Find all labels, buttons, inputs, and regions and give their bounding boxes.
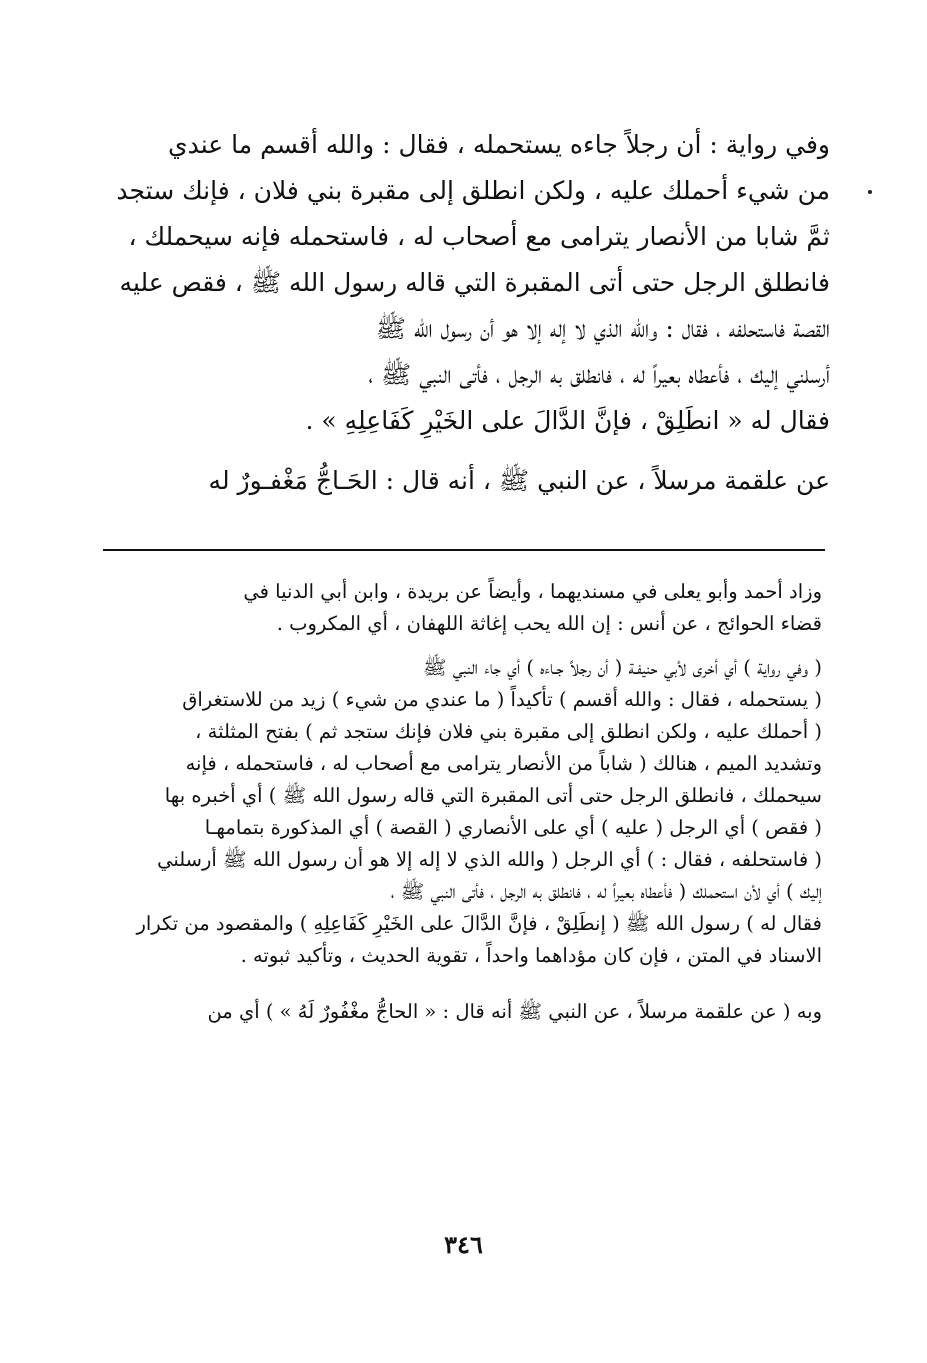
commentary-line: ( فقص ) أي الرجل ( عليه ) أي على الأنصاري ( القصة ) أي المذكورة بتمامهـا <box>204 816 822 839</box>
footnote-divider <box>103 549 825 551</box>
commentary-line: الاسناد في المتن ، فإن كان مؤداهما واحداً ، تقوية الحديث ، وتأكيد ثبوته . <box>240 944 822 967</box>
paragraph-gap <box>108 444 830 458</box>
commentary-line: ( يستحمله ، فقال : والله أقسم ) تأكيداً ( ما عندي من شيء ) زيد من للاستغراق <box>182 688 822 711</box>
main-line: وفي رواية : أن رجلاً جاءه يستحمله ، فقال : والله أقسم ما عندي <box>168 130 830 159</box>
main-text <box>108 122 830 504</box>
commentary-line: وبه ( عن علقمة مرسلاً ، عن النبي ﷺ أنه قال : « الحاجُّ مغْفُورٌ لَهُ » ) أي من <box>207 1000 822 1023</box>
commentary-line: إليك ) أي لأن استحملك ( فأعطاه بعيراً له ، فانطلق به الرجل ، فأتى النبي ﷺ ، <box>390 880 822 903</box>
commentary-line: وزاد أحمد وأبو يعلى في مسنديهما ، وأيضاً عن بريدة ، وابن أبي الدنيا في <box>243 580 822 603</box>
main-line: فانطلق الرجل حتى أتى المقبرة التي قاله رسول الله ﷺ ، فقص عليه <box>119 268 830 297</box>
commentary-text <box>104 576 822 1028</box>
main-line: عن علقمة مرسلاً ، عن النبي ﷺ ، أنه قال : الحَـاجُّ مَغْفـورٌ له <box>208 466 830 495</box>
commentary-line: ( أحملك عليه ، ولكن انطلق إلى مقبرة بني فلان فإنك ستجد ثم ) بفتح المثلثة ، <box>195 720 822 743</box>
commentary-line: قضاء الحوائج ، عن أنس : إن الله يحب إغاثة اللهفان ، أي المكروب . <box>276 612 822 635</box>
page-number: ٣٤٦ <box>444 1230 483 1259</box>
main-line: فقال له « انطَلِقْ ، فإنَّ الدَّالَ على الخَيْرِ كَفَاعِلِهِ » . <box>305 406 830 435</box>
margin-dot <box>868 190 872 194</box>
main-line: القصة فاستحلفه ، فقال : والله الذي لا إله إلا هو أن رسول الله ﷺ <box>375 314 830 343</box>
main-line: من شيء أحملك عليه ، ولكن انطلق إلى مقبرة بني فلان ، فإنك ستجد <box>116 176 830 205</box>
commentary-line: ( وفي رواية ) أي أخرى لأبي حنيفـة ( أن رجلاً جـاءه ) أي جاء النبي ﷺ <box>423 656 822 679</box>
commentary-line: فقال له ) رسول الله ﷺ ( إنطَلِقْ ، فإنَّ الدَّالَ على الخَيْرِ كَفَاعِلِهِ ) والمقصود من تكرار <box>136 912 822 935</box>
commentary-line: ( فاستحلفه ، فقال : ) أي الرجل ( والله الذي لا إله إلا هو أن رسول الله ﷺ أرسلني <box>157 848 822 871</box>
commentary-line: وتشديد الميم ، هنالك ( شاباً من الأنصار يترامى مع أصحاب له ، فاستحمله ، فإنه <box>185 752 822 775</box>
main-line: أرسلني إليك ، فأعطاه بعيراً له ، فانطلق به الرجل ، فأتى النبي ﷺ ، <box>368 360 830 389</box>
paragraph-gap <box>104 640 822 652</box>
commentary-line: سيحملك ، فانطلق الرجل حتى أتى المقبرة التي قاله رسول الله ﷺ ) أي أخبره بها <box>164 784 822 807</box>
main-line: ثمَّ شابا من الأنصار يترامى مع أصحاب له ، فاستحمله فإنه سيحملك ، <box>128 222 830 251</box>
